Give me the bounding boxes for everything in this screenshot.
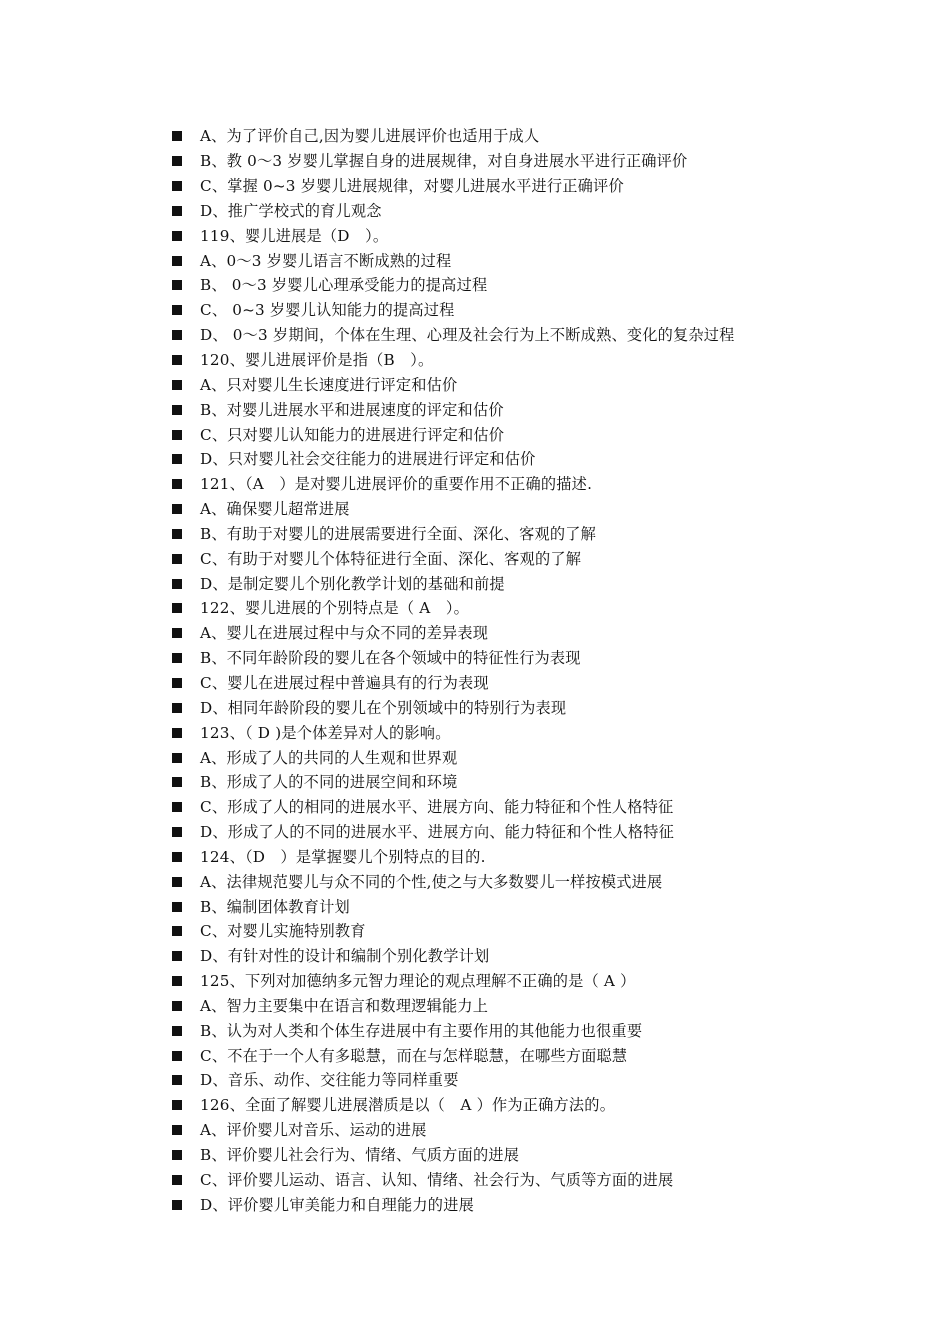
list-item-text: D、形成了人的不同的进展水平、进展方向、能力特征和个性人格特征 — [200, 823, 675, 842]
square-bullet-icon — [172, 777, 182, 787]
square-bullet-icon — [172, 678, 182, 688]
square-bullet-icon — [172, 877, 182, 887]
list-item — [172, 1068, 872, 1093]
square-bullet-icon — [172, 976, 182, 986]
list-item — [172, 422, 872, 447]
square-bullet-icon — [172, 1175, 182, 1185]
list-item — [172, 199, 872, 224]
list-item-text: B、认为对人类和个体生存进展中有主要作用的其他能力也很重要 — [200, 1021, 643, 1040]
square-bullet-icon — [172, 156, 182, 166]
list-item — [172, 720, 872, 745]
list-item-text: 122、婴儿进展的个别特点是（ A ）。 — [200, 599, 469, 618]
list-item — [172, 298, 872, 323]
list-item — [172, 149, 872, 174]
list-item — [172, 372, 872, 397]
square-bullet-icon — [172, 1100, 182, 1110]
square-bullet-icon — [172, 430, 182, 440]
list-item — [172, 770, 872, 795]
list-item-text: B、有助于对婴儿的进展需要进行全面、深化、客观的了解 — [200, 524, 597, 543]
list-item — [172, 795, 872, 820]
list-item-text: A、法律规范婴儿与众不同的个性,使之与大多数婴儿一样按模式进展 — [200, 872, 663, 891]
list-item — [172, 894, 872, 919]
list-item-text: B、不同年龄阶段的婴儿在各个领域中的特征性行为表现 — [200, 649, 581, 668]
square-bullet-icon — [172, 479, 182, 489]
list-item-text: D、推广学校式的育儿观念 — [200, 201, 382, 220]
list-item-text: C、评价婴儿运动、语言、认知、情绪、社会行为、气质等方面的进展 — [200, 1170, 674, 1189]
square-bullet-icon — [172, 802, 182, 812]
list-item — [172, 820, 872, 845]
square-bullet-icon — [172, 1026, 182, 1036]
list-item-text: C、 0~3 岁婴儿认知能力的提高过程 — [200, 301, 455, 320]
square-bullet-icon — [172, 827, 182, 837]
list-item-text: D、 0～3 岁期间，个体在生理、心理及社会行为上不断成熟、变化的复杂过程 — [200, 326, 735, 345]
list-item — [172, 447, 872, 472]
square-bullet-icon — [172, 355, 182, 365]
list-item-text: C、对婴儿实施特别教育 — [200, 922, 366, 941]
list-item — [172, 596, 872, 621]
list-item-text: B、编制团体教育计划 — [200, 897, 350, 916]
list-item-text: C、有助于对婴儿个体特征进行全面、深化、客观的了解 — [200, 549, 582, 568]
list-item — [172, 546, 872, 571]
list-item-text: 126、全面了解婴儿进展潜质是以（ A ）作为正确方法的。 — [200, 1096, 616, 1115]
square-bullet-icon — [172, 504, 182, 514]
list-item-text: 123、（ D )是个体差异对人的影响。 — [200, 723, 451, 742]
list-item — [172, 1167, 872, 1192]
square-bullet-icon — [172, 1200, 182, 1210]
list-item — [172, 323, 872, 348]
square-bullet-icon — [172, 579, 182, 589]
square-bullet-icon — [172, 1125, 182, 1135]
list-item-text: 124、（D ）是掌握婴儿个别特点的目的. — [200, 847, 486, 866]
list-item-text: A、婴儿在进展过程中与众不同的差异表现 — [200, 624, 489, 643]
list-item-text: 125、下列对加德纳多元智力理论的观点理解不正确的是（ A ） — [200, 972, 636, 991]
list-item — [172, 571, 872, 596]
square-bullet-icon — [172, 653, 182, 663]
list-item-text: B、形成了人的不同的进展空间和环境 — [200, 773, 458, 792]
list-item-text: D、有针对性的设计和编制个别化教学计划 — [200, 947, 490, 966]
list-item — [172, 1118, 872, 1143]
list-item-text: 121、（A ）是对婴儿进展评价的重要作用不正确的描述. — [200, 475, 593, 494]
square-bullet-icon — [172, 405, 182, 415]
square-bullet-icon — [172, 454, 182, 464]
list-item-text: A、智力主要集中在语言和数理逻辑能力上 — [200, 996, 489, 1015]
list-item-text: A、确保婴儿超常进展 — [200, 500, 350, 519]
list-item — [172, 248, 872, 273]
list-item — [172, 994, 872, 1019]
square-bullet-icon — [172, 852, 182, 862]
list-item-text: 120、婴儿进展评价是指（B ）。 — [200, 351, 434, 370]
list-item — [172, 695, 872, 720]
square-bullet-icon — [172, 131, 182, 141]
list-item — [172, 844, 872, 869]
list-item-text: C、形成了人的相同的进展水平、进展方向、能力特征和个性人格特征 — [200, 798, 674, 817]
square-bullet-icon — [172, 603, 182, 613]
list-item — [172, 522, 872, 547]
square-bullet-icon — [172, 1075, 182, 1085]
list-item — [172, 174, 872, 199]
square-bullet-icon — [172, 951, 182, 961]
square-bullet-icon — [172, 926, 182, 936]
list-item-text: A、只对婴儿生长速度进行评定和估价 — [200, 375, 458, 394]
list-item — [172, 1043, 872, 1068]
list-item-text: 119、婴儿进展是（D ）。 — [200, 226, 389, 245]
square-bullet-icon — [172, 1051, 182, 1061]
list-item-text: C、不在于一个人有多聪慧，而在与怎样聪慧，在哪些方面聪慧 — [200, 1046, 628, 1065]
square-bullet-icon — [172, 256, 182, 266]
list-item-text: C、掌握 0~3 岁婴儿进展规律，对婴儿进展水平进行正确评价 — [200, 177, 624, 196]
list-item-text: D、音乐、动作、交往能力等同样重要 — [200, 1071, 459, 1090]
list-item — [172, 621, 872, 646]
list-item-text: A、评价婴儿对音乐、运动的进展 — [200, 1121, 427, 1140]
square-bullet-icon — [172, 206, 182, 216]
square-bullet-icon — [172, 628, 182, 638]
list-item — [172, 869, 872, 894]
list-item — [172, 969, 872, 994]
square-bullet-icon — [172, 1150, 182, 1160]
list-item-text: A、0～3 岁婴儿语言不断成熟的过程 — [200, 251, 452, 270]
list-item — [172, 919, 872, 944]
list-item — [172, 944, 872, 969]
list-item-text: D、相同年龄阶段的婴儿在个别领域中的特别行为表现 — [200, 698, 567, 717]
list-item — [172, 472, 872, 497]
list-item — [172, 1093, 872, 1118]
square-bullet-icon — [172, 231, 182, 241]
list-item-text: D、只对婴儿社会交往能力的进展进行评定和估价 — [200, 450, 536, 469]
square-bullet-icon — [172, 330, 182, 340]
list-item — [172, 745, 872, 770]
list-item-text: B、对婴儿进展水平和进展速度的评定和估价 — [200, 400, 504, 419]
list-item-text: B、 0～3 岁婴儿心理承受能力的提高过程 — [200, 276, 488, 295]
list-item-text: A、为了评价自己,因为婴儿进展评价也适用于成人 — [200, 127, 540, 146]
list-item-text: C、只对婴儿认知能力的进展进行评定和估价 — [200, 425, 505, 444]
list-item — [172, 497, 872, 522]
square-bullet-icon — [172, 529, 182, 539]
list-item — [172, 223, 872, 248]
square-bullet-icon — [172, 902, 182, 912]
square-bullet-icon — [172, 753, 182, 763]
list-item — [172, 397, 872, 422]
list-item-text: D、评价婴儿审美能力和自理能力的进展 — [200, 1195, 474, 1214]
list-item — [172, 646, 872, 671]
list-item — [172, 1192, 872, 1217]
question-list — [172, 124, 872, 1217]
list-item — [172, 671, 872, 696]
square-bullet-icon — [172, 305, 182, 315]
list-item — [172, 273, 872, 298]
square-bullet-icon — [172, 1001, 182, 1011]
square-bullet-icon — [172, 181, 182, 191]
list-item-text: B、评价婴儿社会行为、情绪、气质方面的进展 — [200, 1146, 520, 1165]
list-item-text: B、教 0～3 岁婴儿掌握自身的进展规律，对自身进展水平进行正确评价 — [200, 152, 688, 171]
square-bullet-icon — [172, 703, 182, 713]
list-item — [172, 1143, 872, 1168]
square-bullet-icon — [172, 728, 182, 738]
list-item-text: A、形成了人的共同的人生观和世界观 — [200, 748, 458, 767]
list-item — [172, 124, 872, 149]
list-item-text: D、是制定婴儿个别化教学计划的基础和前提 — [200, 574, 505, 593]
square-bullet-icon — [172, 380, 182, 390]
square-bullet-icon — [172, 280, 182, 290]
list-item-text: C、婴儿在进展过程中普遍具有的行为表现 — [200, 673, 489, 692]
list-item — [172, 348, 872, 373]
square-bullet-icon — [172, 554, 182, 564]
list-item — [172, 1018, 872, 1043]
